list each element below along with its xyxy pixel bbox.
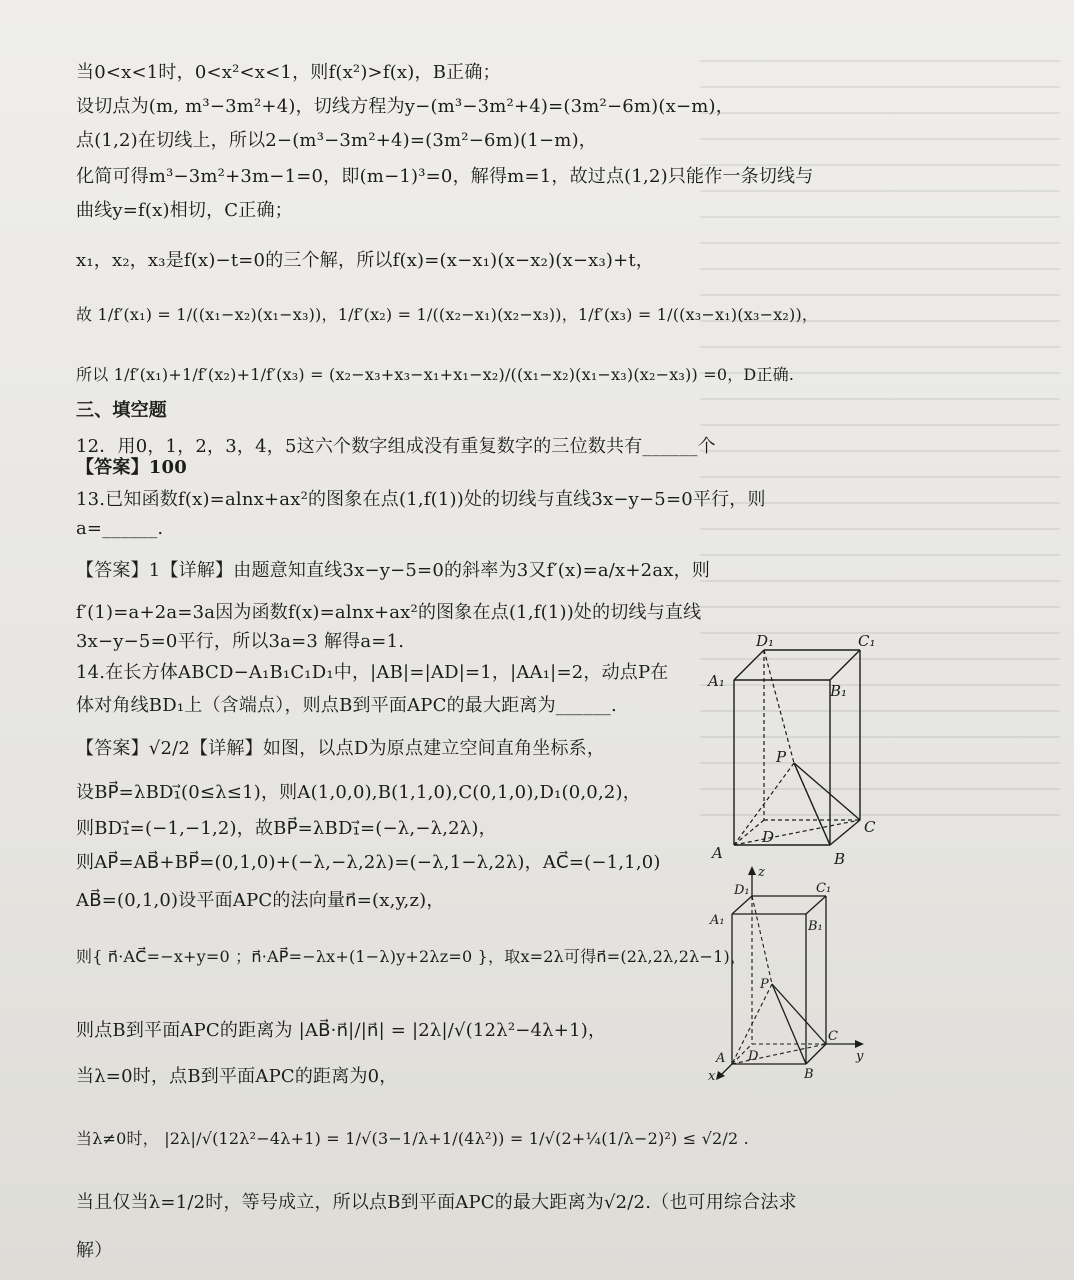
line-b-correct: 当0<x<1时，0<x²<x<1，则f(x²)>f(x)，B正确； (76, 62, 501, 83)
answer-14-setup: 设BP⃗=λBD₁⃗(0≤λ≤1)，则A(1,0,0),B(1,1,0),C(0,1,0),D₁(0,0,2)， (76, 782, 641, 803)
answer-14-conclusion: 当且仅当λ=1/2时，等号成立，所以点B到平面APC的最大距离为√2/2.（也可用综合法求 (76, 1192, 797, 1213)
line-point-on-tangent: 点(1,2)在切线上，所以2−(m³−3m²+4)=(3m²−6m)(1−m)， (76, 130, 597, 151)
answer-13-detail-1: 【答案】1【详解】由题意知直线3x−y−5=0的斜率为3又f′(x)=a/x+2ax，则 (76, 560, 711, 581)
fig2-label-y: y (856, 1049, 864, 1064)
answer-14-distance-formula: 则点B到平面APC的距离为 |AB⃗·n⃗|/|n⃗| = |2λ|/√(12λ²−4λ+1)， (76, 1020, 607, 1041)
section-fill-in-title: 三、填空题 (76, 400, 167, 421)
line-simplify: 化简可得m³−3m²+3m−1=0，即(m−1)³=0，解得m=1，故过点(1,2)只能作一条切线与 (76, 166, 814, 187)
answer-12: 【答案】100 (76, 457, 187, 478)
fig2-label-z: z (758, 865, 765, 880)
answer-14-header: 【答案】√2/2【详解】如图，以点D为原点建立空间直角坐标系， (76, 738, 606, 759)
fig2-label-d: D (748, 1049, 759, 1064)
answer-14-ap: 则AP⃗=AB⃗+BP⃗=(0,1,0)+(−λ,−λ,2λ)=(−λ,1−λ,2λ)，AC⃗=(−1,1,0) (76, 852, 661, 873)
fig2-label-d1: D₁ (734, 883, 750, 898)
line-reciprocal-derivatives: 故 1/f′(x₁) = 1/((x₁−x₂)(x₁−x₃))，1/f′(x₂) = 1/((x₂−x₁)(x₂−x₃))，1/f′(x₃) = 1/((x₃−x₁)(x₃−x₂))， (76, 305, 819, 324)
question-12: 12．用0，1，2，3，4，5这六个数字组成没有重复数字的三位数共有______个 (76, 436, 716, 457)
answer-14-bd1: 则BD₁⃗=(−1,−1,2)，故BP⃗=λBD₁⃗=(−λ,−λ,2λ)， (76, 818, 497, 839)
fig1-label-d1: D₁ (756, 632, 775, 650)
fig1-label-c: C (864, 818, 876, 836)
question-13: 13.已知函数f(x)=alnx+ax²的图象在点(1,f(1))处的切线与直线3x−y−5=0平行，则 (76, 489, 766, 510)
cuboid-figure-1 (700, 630, 900, 870)
line-tangent-point: 设切点为(m, m³−3m²+4)，切线方程为y−(m³−3m²+4)=(3m²−6m)(x−m)， (76, 96, 734, 117)
fig1-label-a1: A₁ (708, 672, 725, 690)
fig2-label-b1: B₁ (808, 919, 823, 934)
fig1-label-b1: B₁ (830, 682, 848, 700)
question-14-blank: 体对角线BD₁上（含端点），则点B到平面APC的最大距离为______. (76, 695, 617, 716)
answer-14-system: 则{ n⃗·AC⃗=−x+y=0 ；n⃗·AP⃗=−λx+(1−λ)y+2λz=0 }，取x=2λ可得n⃗=(2λ,2λ,2λ−1)， (76, 947, 747, 966)
fig1-label-d: D (762, 828, 775, 846)
fig1-label-p: P (776, 748, 787, 766)
answer-13-detail-2: f′(1)=a+2a=3a因为函数f(x)=alnx+ax²的图象在点(1,f(1))处的切线与直线 (76, 602, 702, 623)
answer-14-lambda-zero: 当λ=0时，点B到平面APC的距离为0， (76, 1066, 398, 1087)
fig2-label-x: x (708, 1069, 716, 1084)
fig1-label-a: A (712, 844, 723, 862)
line-sum-zero-d-correct: 所以 1/f′(x₁)+1/f′(x₂)+1/f′(x₃) = (x₂−x₃+x₃−x₁+x₁−x₂)/((x₁−x₂)(x₁−x₃)(x₂−x₃)) =0，D正确. (76, 365, 795, 384)
fig2-label-c: C (828, 1029, 838, 1044)
line-three-roots: x₁，x₂，x₃是f(x)−t=0的三个解，所以f(x)=(x−x₁)(x−x₂)(x−x₃)+t， (76, 250, 655, 271)
fig2-label-c1: C₁ (816, 881, 832, 896)
fig2-label-a1: A₁ (710, 913, 725, 928)
fig2-label-p: P (760, 977, 769, 992)
fig2-label-b: B (804, 1067, 814, 1082)
fig1-label-c1: C₁ (858, 632, 876, 650)
cuboid-figure-2-axes (706, 864, 876, 1084)
question-13-blank: a=______. (76, 518, 164, 539)
fig1-label-b: B (834, 850, 846, 868)
answer-14-normal-vector: AB⃗=(0,1,0)设平面APC的法向量n⃗=(x,y,z)， (76, 890, 445, 911)
line-c-correct: 曲线y=f(x)相切，C正确； (76, 200, 293, 221)
fig2-label-a: A (716, 1051, 726, 1066)
question-14: 14.在长方体ABCD−A₁B₁C₁D₁中，|AB|=|AD|=1，|AA₁|=2，动点P在 (76, 662, 669, 683)
answer-14-inequality: 当λ≠0时， |2λ|/√(12λ²−4λ+1) = 1/√(3−1/λ+1/(4λ²)) = 1/√(2+¼(1/λ−2)²) ≤ √2/2 . (76, 1129, 749, 1148)
answer-14-conclusion-end: 解） (76, 1240, 113, 1261)
answer-13-detail-3: 3x−y−5=0平行，所以3a=3 解得a=1. (76, 631, 405, 652)
